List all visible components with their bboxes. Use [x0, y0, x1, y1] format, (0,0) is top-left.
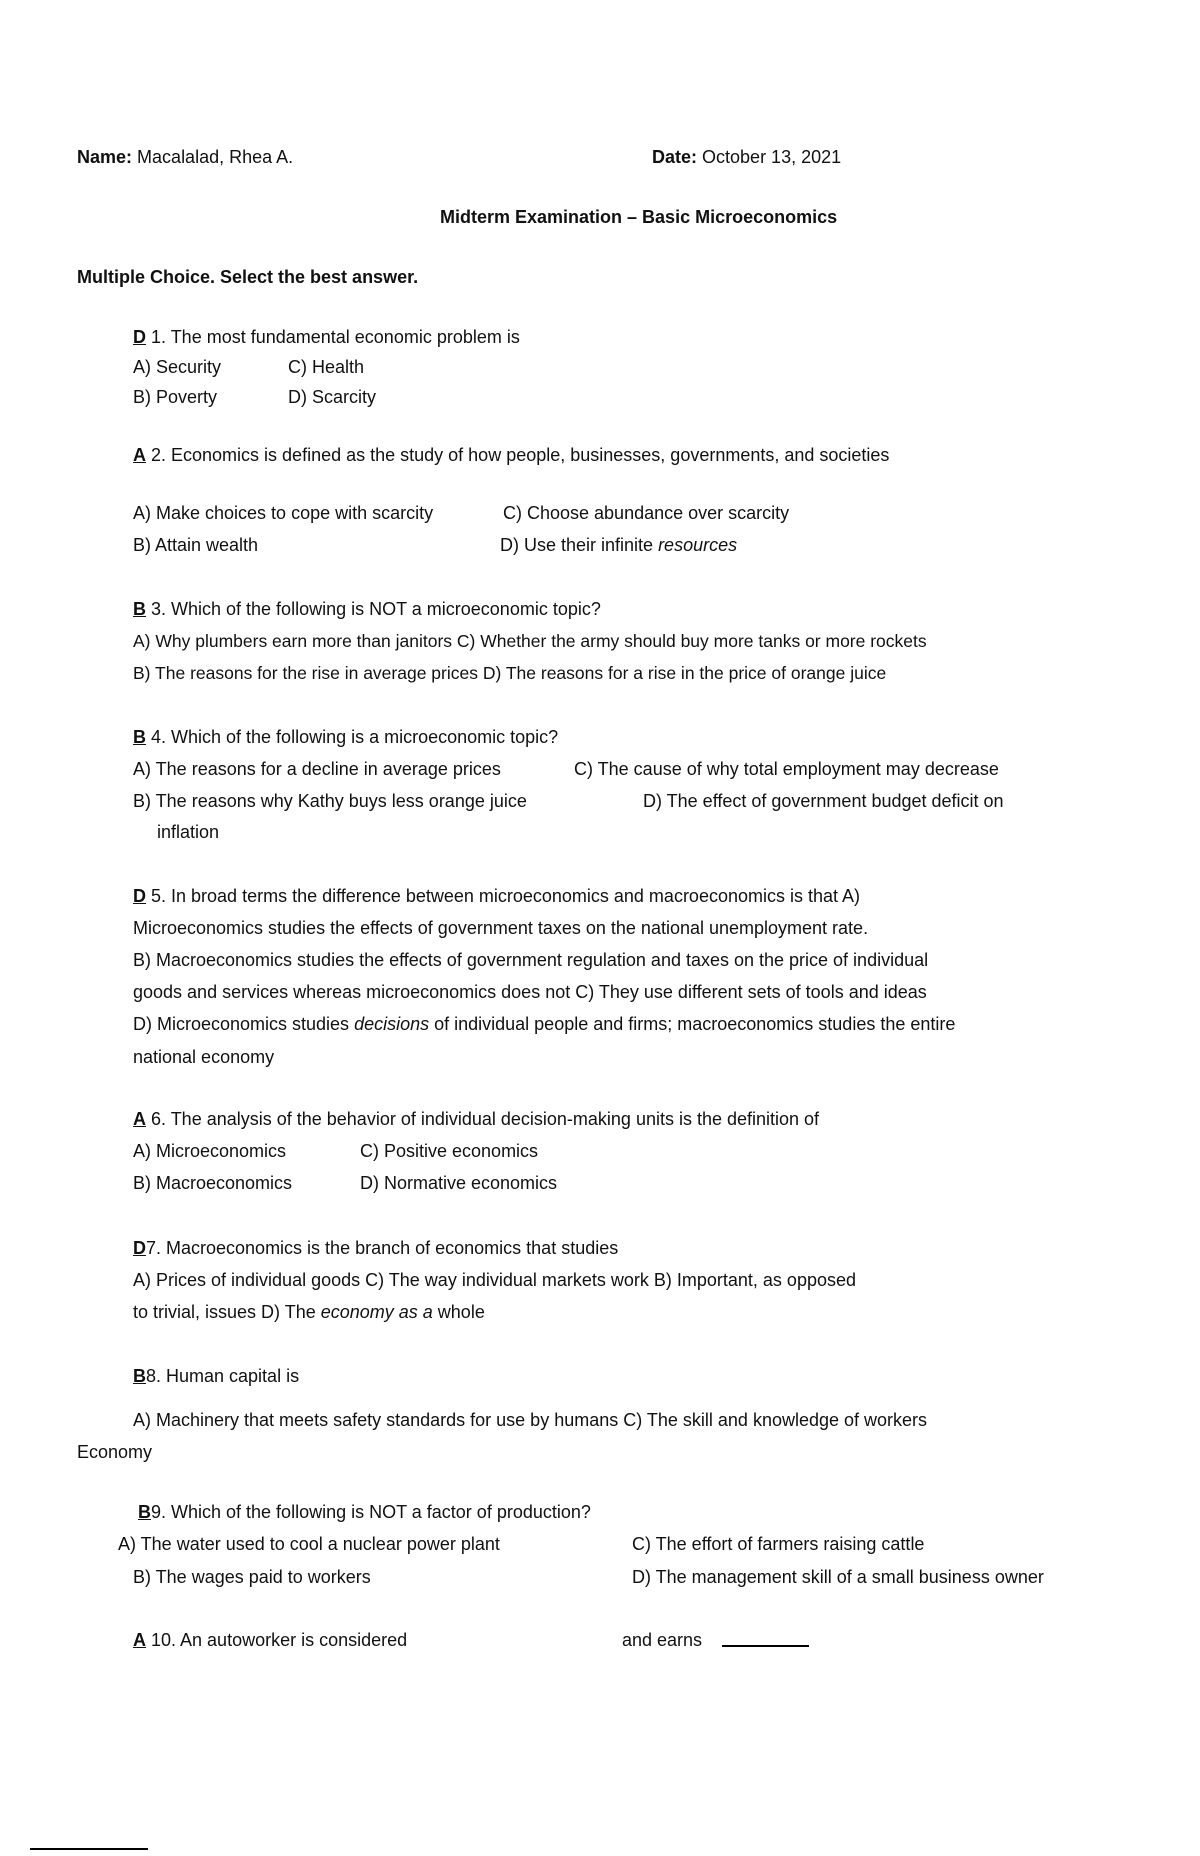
q5-line-2: B) Macroeconomics studies the effects of government regulation and taxes on the price of individual: [133, 950, 929, 970]
q9-option-d: D) The management skill of a small business owner: [632, 1567, 1044, 1587]
q2-option-d-text: D) Use their infinite: [500, 535, 659, 555]
q5-line-1: Microeconomics studies the effects of government taxes on the national unemployment rate.: [133, 918, 869, 938]
q2-option-a: A) Make choices to cope with scarcity: [133, 503, 434, 523]
q1-option-c: C) Health: [288, 357, 365, 377]
name-value: Macalalad, Rhea A.: [137, 147, 294, 167]
q4-option-a: A) The reasons for a decline in average prices: [133, 759, 501, 779]
question-6: [133, 1108, 819, 1130]
question-7-stem: 7. Macroeconomics is the branch of economics that studies: [146, 1238, 619, 1258]
footnote-separator: [30, 1848, 148, 1850]
question-8: [133, 1365, 299, 1387]
q7-line-2: [133, 1301, 485, 1323]
date-value: October 13, 2021: [702, 147, 842, 167]
q8-line-2: Economy: [77, 1442, 153, 1462]
q6-option-a: A) Microeconomics: [133, 1141, 287, 1161]
answer-3: B: [133, 599, 146, 619]
q5-line-4: [133, 1013, 955, 1035]
q7-line-2-emphasis: economy as a: [320, 1302, 433, 1322]
date-line: [652, 146, 841, 168]
answer-10: A: [133, 1630, 146, 1650]
q9-option-a: A) The water used to cool a nuclear power plant: [118, 1534, 500, 1554]
answer-1: D: [133, 327, 146, 347]
blank-line: [722, 1645, 809, 1647]
question-4: [133, 726, 558, 748]
answer-4: B: [133, 727, 146, 747]
answer-6: A: [133, 1109, 146, 1129]
question-1: [133, 326, 520, 348]
name-label: Name:: [77, 147, 133, 167]
q7-line-2-pre: to trivial, issues D) The: [133, 1302, 321, 1322]
exam-title: Midterm Examination – Basic Microeconomics: [440, 207, 838, 227]
question-10: [133, 1629, 407, 1651]
answer-5: D: [133, 886, 146, 906]
q1-option-d: D) Scarcity: [288, 387, 377, 407]
question-4-stem: 4. Which of the following is a microeconomic topic?: [146, 727, 559, 747]
q2-option-c: C) Choose abundance over scarcity: [503, 503, 790, 523]
q3-options-line-1: A) Why plumbers earn more than janitors C) Whether the army should buy more tanks or more rockets: [133, 631, 927, 651]
q6-option-c: C) Positive economics: [360, 1141, 539, 1161]
question-8-stem: 8. Human capital is: [146, 1366, 300, 1386]
q2-option-d-emphasis: resources: [658, 535, 738, 555]
question-7: [133, 1237, 618, 1259]
q4-option-b: B) The reasons why Kathy buys less orange juice: [133, 791, 527, 811]
question-5: [133, 885, 860, 907]
q2-option-b: B) Attain wealth: [133, 535, 259, 555]
question-3-stem: 3. Which of the following is NOT a microeconomic topic?: [146, 599, 601, 619]
q9-option-c: C) The effort of farmers raising cattle: [632, 1534, 925, 1554]
question-5-stem: 5. In broad terms the difference between microeconomics and macroeconomics is that A): [146, 886, 861, 906]
q6-option-d: D) Normative economics: [360, 1173, 558, 1193]
q7-line-2-post: whole: [432, 1302, 485, 1322]
q7-line-1: A) Prices of individual goods C) The way individual markets work B) Important, as opposed: [133, 1270, 856, 1290]
name-line: [77, 146, 293, 168]
question-1-stem: 1. The most fundamental economic problem is: [146, 327, 520, 347]
q9-option-b: B) The wages paid to workers: [133, 1567, 371, 1587]
q4-option-b-cont: inflation: [157, 822, 220, 842]
q5-line-5: national economy: [133, 1047, 275, 1067]
question-3: [133, 598, 601, 620]
answer-7: D: [133, 1238, 146, 1258]
question-10-stem: 10. An autoworker is considered: [146, 1630, 408, 1650]
q4-option-d: D) The effect of government budget deficit on: [643, 791, 1004, 811]
date-label: Date:: [652, 147, 698, 167]
instructions: Multiple Choice. Select the best answer.: [77, 267, 419, 287]
q3-options-line-2: B) The reasons for the rise in average prices D) The reasons for a rise in the price of orange juice: [133, 663, 887, 683]
question-9: [138, 1501, 591, 1523]
q5-line-4-emphasis: decisions: [354, 1014, 430, 1034]
answer-2: A: [133, 445, 146, 465]
q4-option-c: C) The cause of why total employment may decrease: [574, 759, 999, 779]
question-9-stem: 9. Which of the following is NOT a factor of production?: [151, 1502, 591, 1522]
q5-line-3: goods and services whereas microeconomics does not C) They use different sets of tools and ideas: [133, 982, 927, 1002]
q1-option-a: A) Security: [133, 357, 222, 377]
question-2: [133, 444, 889, 466]
q6-option-b: B) Macroeconomics: [133, 1173, 293, 1193]
q8-line-1: A) Machinery that meets safety standards for use by humans C) The skill and knowledge of workers: [133, 1410, 928, 1430]
q5-line-4-post: of individual people and firms; macroeconomics studies the entire: [429, 1014, 956, 1034]
q10-earns: and earns: [622, 1630, 703, 1650]
question-6-stem: 6. The analysis of the behavior of individual decision-making units is the definition of: [146, 1109, 820, 1129]
q1-option-b: B) Poverty: [133, 387, 218, 407]
q5-line-4-pre: D) Microeconomics studies: [133, 1014, 355, 1034]
answer-8: B: [133, 1366, 146, 1386]
answer-9: B: [138, 1502, 151, 1522]
question-2-stem: 2. Economics is defined as the study of how people, businesses, governments, and societies: [146, 445, 890, 465]
q2-option-d: [500, 534, 737, 556]
